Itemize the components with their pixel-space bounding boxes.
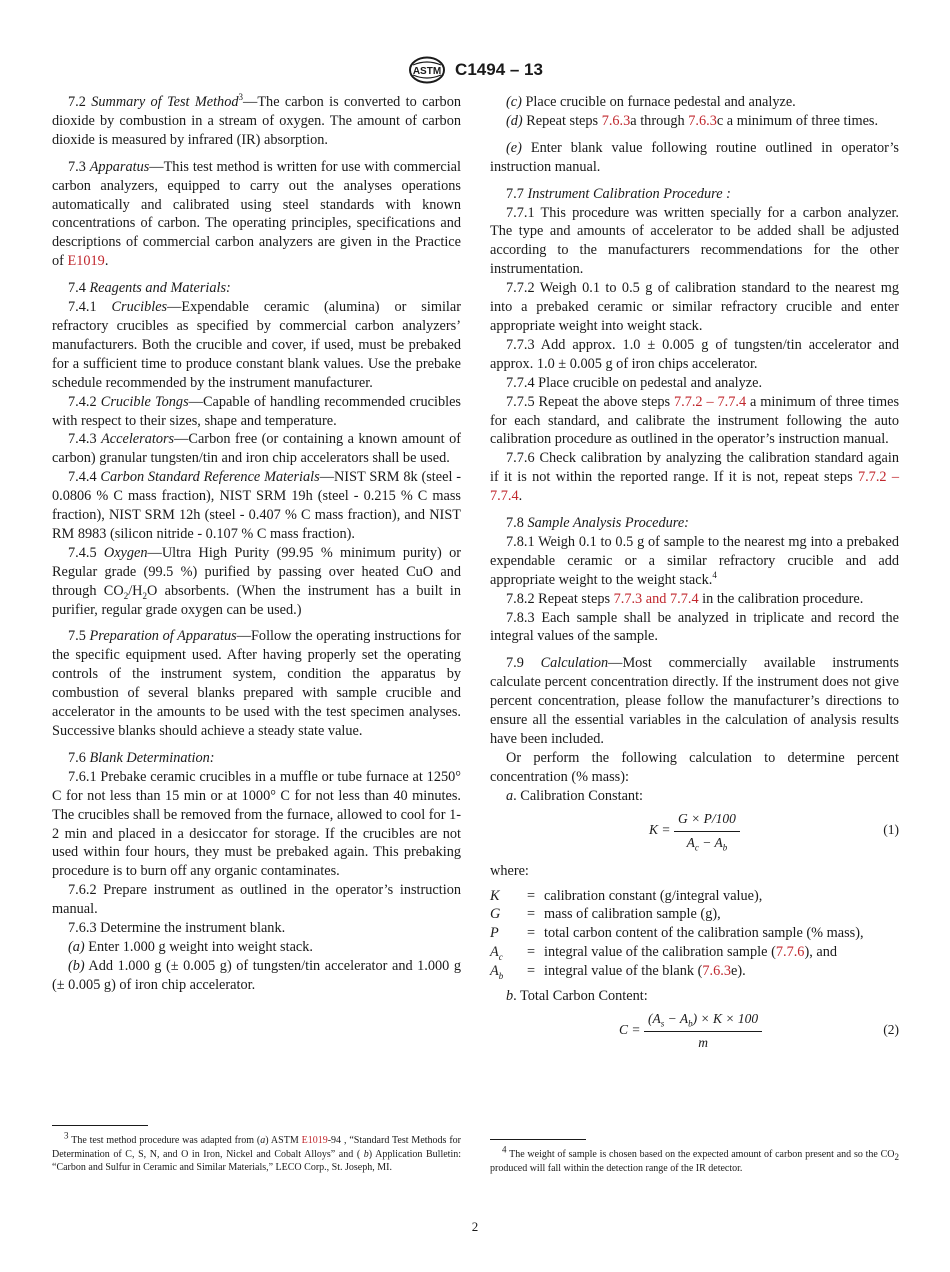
section-7-4-1: 7.4.1 Crucibles—Expendable ceramic (alumina) or similar refractory crucibles as specified by commercial carbon analyzers’ manufacturers. Both the crucible and cover, if used, must be prebaked for a sufficient time to produce constant blank values. Use the prebake schedule recommended by the instrument manufacturer. xyxy=(52,299,461,391)
section-7-6: 7.6 Blank Determination: xyxy=(68,749,215,766)
link-7-7-3-and-7-7-4[interactable]: 7.7.3 and 7.7.4 xyxy=(613,590,699,607)
equation-2-fraction: $\frac{(A_s - A_b) \times K \times 100}{m}$ xyxy=(644,1010,762,1053)
section-7-9: 7.9 Calculation—Most commercially available instruments calculate percent concentration directly. If the instrument does not give percent concentration, please follow the manufacturer’s directions to ensure all the essential variables in the calculation of analysis results have been included. xyxy=(490,655,899,747)
section-7-5: 7.5 Preparation of Apparatus—Follow the operating instructions for the specific equipment used. After having properly set the operating controls of the instrument system, condition the apparatus by combustion of several blanks prepared with sample crucible and accelerator in the amounts to be used with the test specimen analyses. Successive blanks should achieve a steady state value. xyxy=(52,628,461,739)
definition-g: G = mass of calibration sample (g), xyxy=(490,906,721,923)
link-7-6-3[interactable]: 7.6.3 xyxy=(702,963,731,980)
page-header xyxy=(0,56,950,84)
astm-logo-icon xyxy=(407,56,447,84)
page-number: 2 xyxy=(471,1219,479,1234)
svg-text:ASTM: ASTM xyxy=(412,66,442,77)
definition-p: P = total carbon content of the calibration sample (% mass), xyxy=(490,925,864,942)
link-7-6-3[interactable]: 7.6.3 xyxy=(688,112,717,129)
section-7-8-3: 7.8.3 Each sample shall be analyzed in triplicate and record the integral values of the sample. xyxy=(490,609,899,645)
equation-1-lhs: K = xyxy=(649,821,671,837)
section-7-7-2: 7.7.2 Weigh 0.1 to 0.5 g of calibration standard to the nearest mg into a prebaked ceramic or similar refractory crucible and enter appropriate weight into weight stack. xyxy=(490,280,899,334)
section-7-7-1: 7.7.1 This procedure was written specially for a carbon analyzer. The type and amounts of accelerator to be added shall be adjusted according to the manufacturers recommendations for the other instrumentation. xyxy=(490,204,899,278)
footnote-rule-right xyxy=(490,1139,586,1140)
section-7-6-1: 7.6.1 Prebake ceramic crucibles in a muffle or tube furnace at 1250° C for not less than 15 min or at 1000° C for not less than 40 minutes. The crucibles shall be removed from the furnace, allowed to cool for 1-2 min and placed in a desiccator for storage. If the crucibles are not used within four hours, they must be prebaked again. This prebaking procedure is to burn off any organic contaminates. xyxy=(52,768,461,880)
section-7-3: 7.3 Apparatus—This test method is written for use with commercial carbon analyzers, equipped to carry out the analyses operations automatically and calibrated using steel standards with known concentrations of carbon. The operating principles, specifications and descriptions of commercial carbon analyzers are given in the Practice of E1019. xyxy=(52,158,461,270)
section-7-6-3-c: (c) Place crucible on furnace pedestal and analyze. xyxy=(506,94,796,110)
section-7-6-3-d: (d) Repeat steps 7.6.3a through 7.6.3c a minimum of three times. xyxy=(506,112,879,129)
section-7-7-3: 7.7.3 Add approx. 1.0 ± 0.005 g of tungsten/tin accelerator and approx. 1.0 ± 0.005 g of iron chips accelerator. xyxy=(490,336,899,372)
link-7-7-2-to-7-7-4[interactable]: 7.7.2 – 7.7.4 xyxy=(673,393,747,410)
right-column xyxy=(490,93,899,1062)
definition-k: K = calibration constant (g/integral value), xyxy=(490,887,763,904)
equation-2-number: (2) xyxy=(883,1021,899,1037)
link-e1019[interactable]: E1019 xyxy=(67,253,105,270)
section-7-4-4: 7.4.4 Carbon Standard Reference Materials—NIST SRM 8k (steel - 0.0806 % C mass fraction), NIST SRM 19h (steel - 0.215 % C mass fraction), NIST SRM 12h (steel - 0.407 % C mass fraction), and NIST RM 8983 (silicon nitride - 0.107 % C mass fraction). xyxy=(52,469,461,542)
section-7-7: 7.7 Instrument Calibration Procedure : xyxy=(506,185,731,202)
link-7-6-3[interactable]: 7.6.3 xyxy=(601,112,631,129)
section-7-6-3-a: (a) Enter 1.000 g weight into weight stack. xyxy=(68,938,313,955)
equation-1-number: (1) xyxy=(883,821,899,837)
section-7-2: 7.2 Summary of Test Method$^3$—The carbon is converted to carbon dioxide by combustion in a stream of oxygen. The amount of carbon dioxide is measured by infrared (IR) absorption. xyxy=(52,92,461,148)
equation-1-fraction: $\frac{G \times P/100}{A_c - A_b}$ xyxy=(674,810,740,853)
link-7-7-6[interactable]: 7.7.6 xyxy=(775,944,805,961)
section-7-6-3-b: (b) Add 1.000 g (± 0.005 g) of tungsten/tin accelerator and 1.000 g (± 0.005 g) of iron chip accelerator. xyxy=(52,957,461,993)
calibration-constant-label: a. Calibration Constant: xyxy=(506,787,644,804)
section-7-8: 7.8 Sample Analysis Procedure: xyxy=(506,515,689,532)
total-carbon-label: b. Total Carbon Content: xyxy=(506,988,648,1005)
footnote-4: $^4$ The weight of sample is chosen based on the expected amount of carbon present and so the $CO_2$ produced will fall within the detection range of the IR detector. xyxy=(490,1144,899,1174)
section-7-7-6: 7.7.6 Check calibration by analyzing the calibration standard again if it is not within the reported range. If it is not, repeat steps 7.7.2 – 7.7.4. xyxy=(490,450,899,505)
section-7-8-1: 7.8.1 Weigh 0.1 to 0.5 g of sample to the nearest mg into a prebaked expendable ceramic or a similar refractory crucible and add appropriate weight to the weight stack.$^4$ xyxy=(490,533,899,588)
definition-ac: $A_c$ = integral value of the calibration sample (7.7.6), and xyxy=(490,944,837,963)
section-7-8-2: 7.8.2 Repeat steps 7.7.3 and 7.7.4 in the calibration procedure. xyxy=(506,590,864,607)
section-7-4-3: 7.4.3 Accelerators—Carbon free (or containing a known amount of carbon) granular tungsten/tin and iron chip accelerators shall be used. xyxy=(52,431,461,467)
section-7-4: 7.4 Reagents and Materials: xyxy=(68,280,231,297)
variable-definitions xyxy=(490,887,899,982)
link-e1019[interactable]: E1019 xyxy=(301,1135,328,1146)
section-7-4-5: 7.4.5 Oxygen—Ultra High Purity (99.95 % minimum purity) or Regular grade (99.5 %) purified by passing over heated CuO and through $CO_2/H_2O$ absorbents. (When the instrument has a built in purifier, regular grade oxygen can be used.) xyxy=(52,544,461,618)
section-7-6-3-e: (e) Enter blank value following routine outlined in operator’s instruction manual. xyxy=(490,139,899,175)
section-7-4-2: 7.4.2 Crucible Tongs—Capable of handling recommended crucibles with respect to their sizes, shape and temperature. xyxy=(52,393,461,429)
section-7-6-3: 7.6.3 Determine the instrument blank. xyxy=(68,920,286,937)
link-7-7-2-to-7-7-4[interactable]: 7.7.2 – 7.7.4 xyxy=(490,469,899,505)
footnote-rule-left xyxy=(52,1125,148,1126)
document-number: C1494 – 13 xyxy=(455,60,543,79)
footnote-3: $^3$ The test method procedure was adapted from (a) ASTM E1019-94 , “Standard Test Methods for Determination of C, S, N, and O in Iron, Nickel and Cobalt Alloys” and ( b) Application Bulletin: “Carbon and Sulfur in Ceramic and Similar Materials,” LECO Corp., St. Joseph, MI. xyxy=(52,1130,461,1173)
where-label: where: xyxy=(490,862,529,879)
definition-ab: $A_b$ = integral value of the blank (7.6.3e). xyxy=(490,963,746,982)
equation-1 xyxy=(490,810,899,856)
equation-2-lhs: C = xyxy=(619,1021,641,1037)
alt-calculation-intro: Or perform the following calculation to determine percent concentration (% mass): xyxy=(490,749,899,785)
equation-2 xyxy=(490,1010,899,1056)
section-7-6-2: 7.6.2 Prepare instrument as outlined in the operator’s instruction manual. xyxy=(52,882,461,918)
section-7-7-4: 7.7.4 Place crucible on pedestal and analyze. xyxy=(506,374,763,391)
section-7-7-5: 7.7.5 Repeat the above steps 7.7.2 – 7.7.4 a minimum of three times for each standard, and calibrate the instrument following the auto calibration procedure as outlined in the operator’s instruction manual. xyxy=(490,393,900,448)
left-column xyxy=(52,93,461,995)
